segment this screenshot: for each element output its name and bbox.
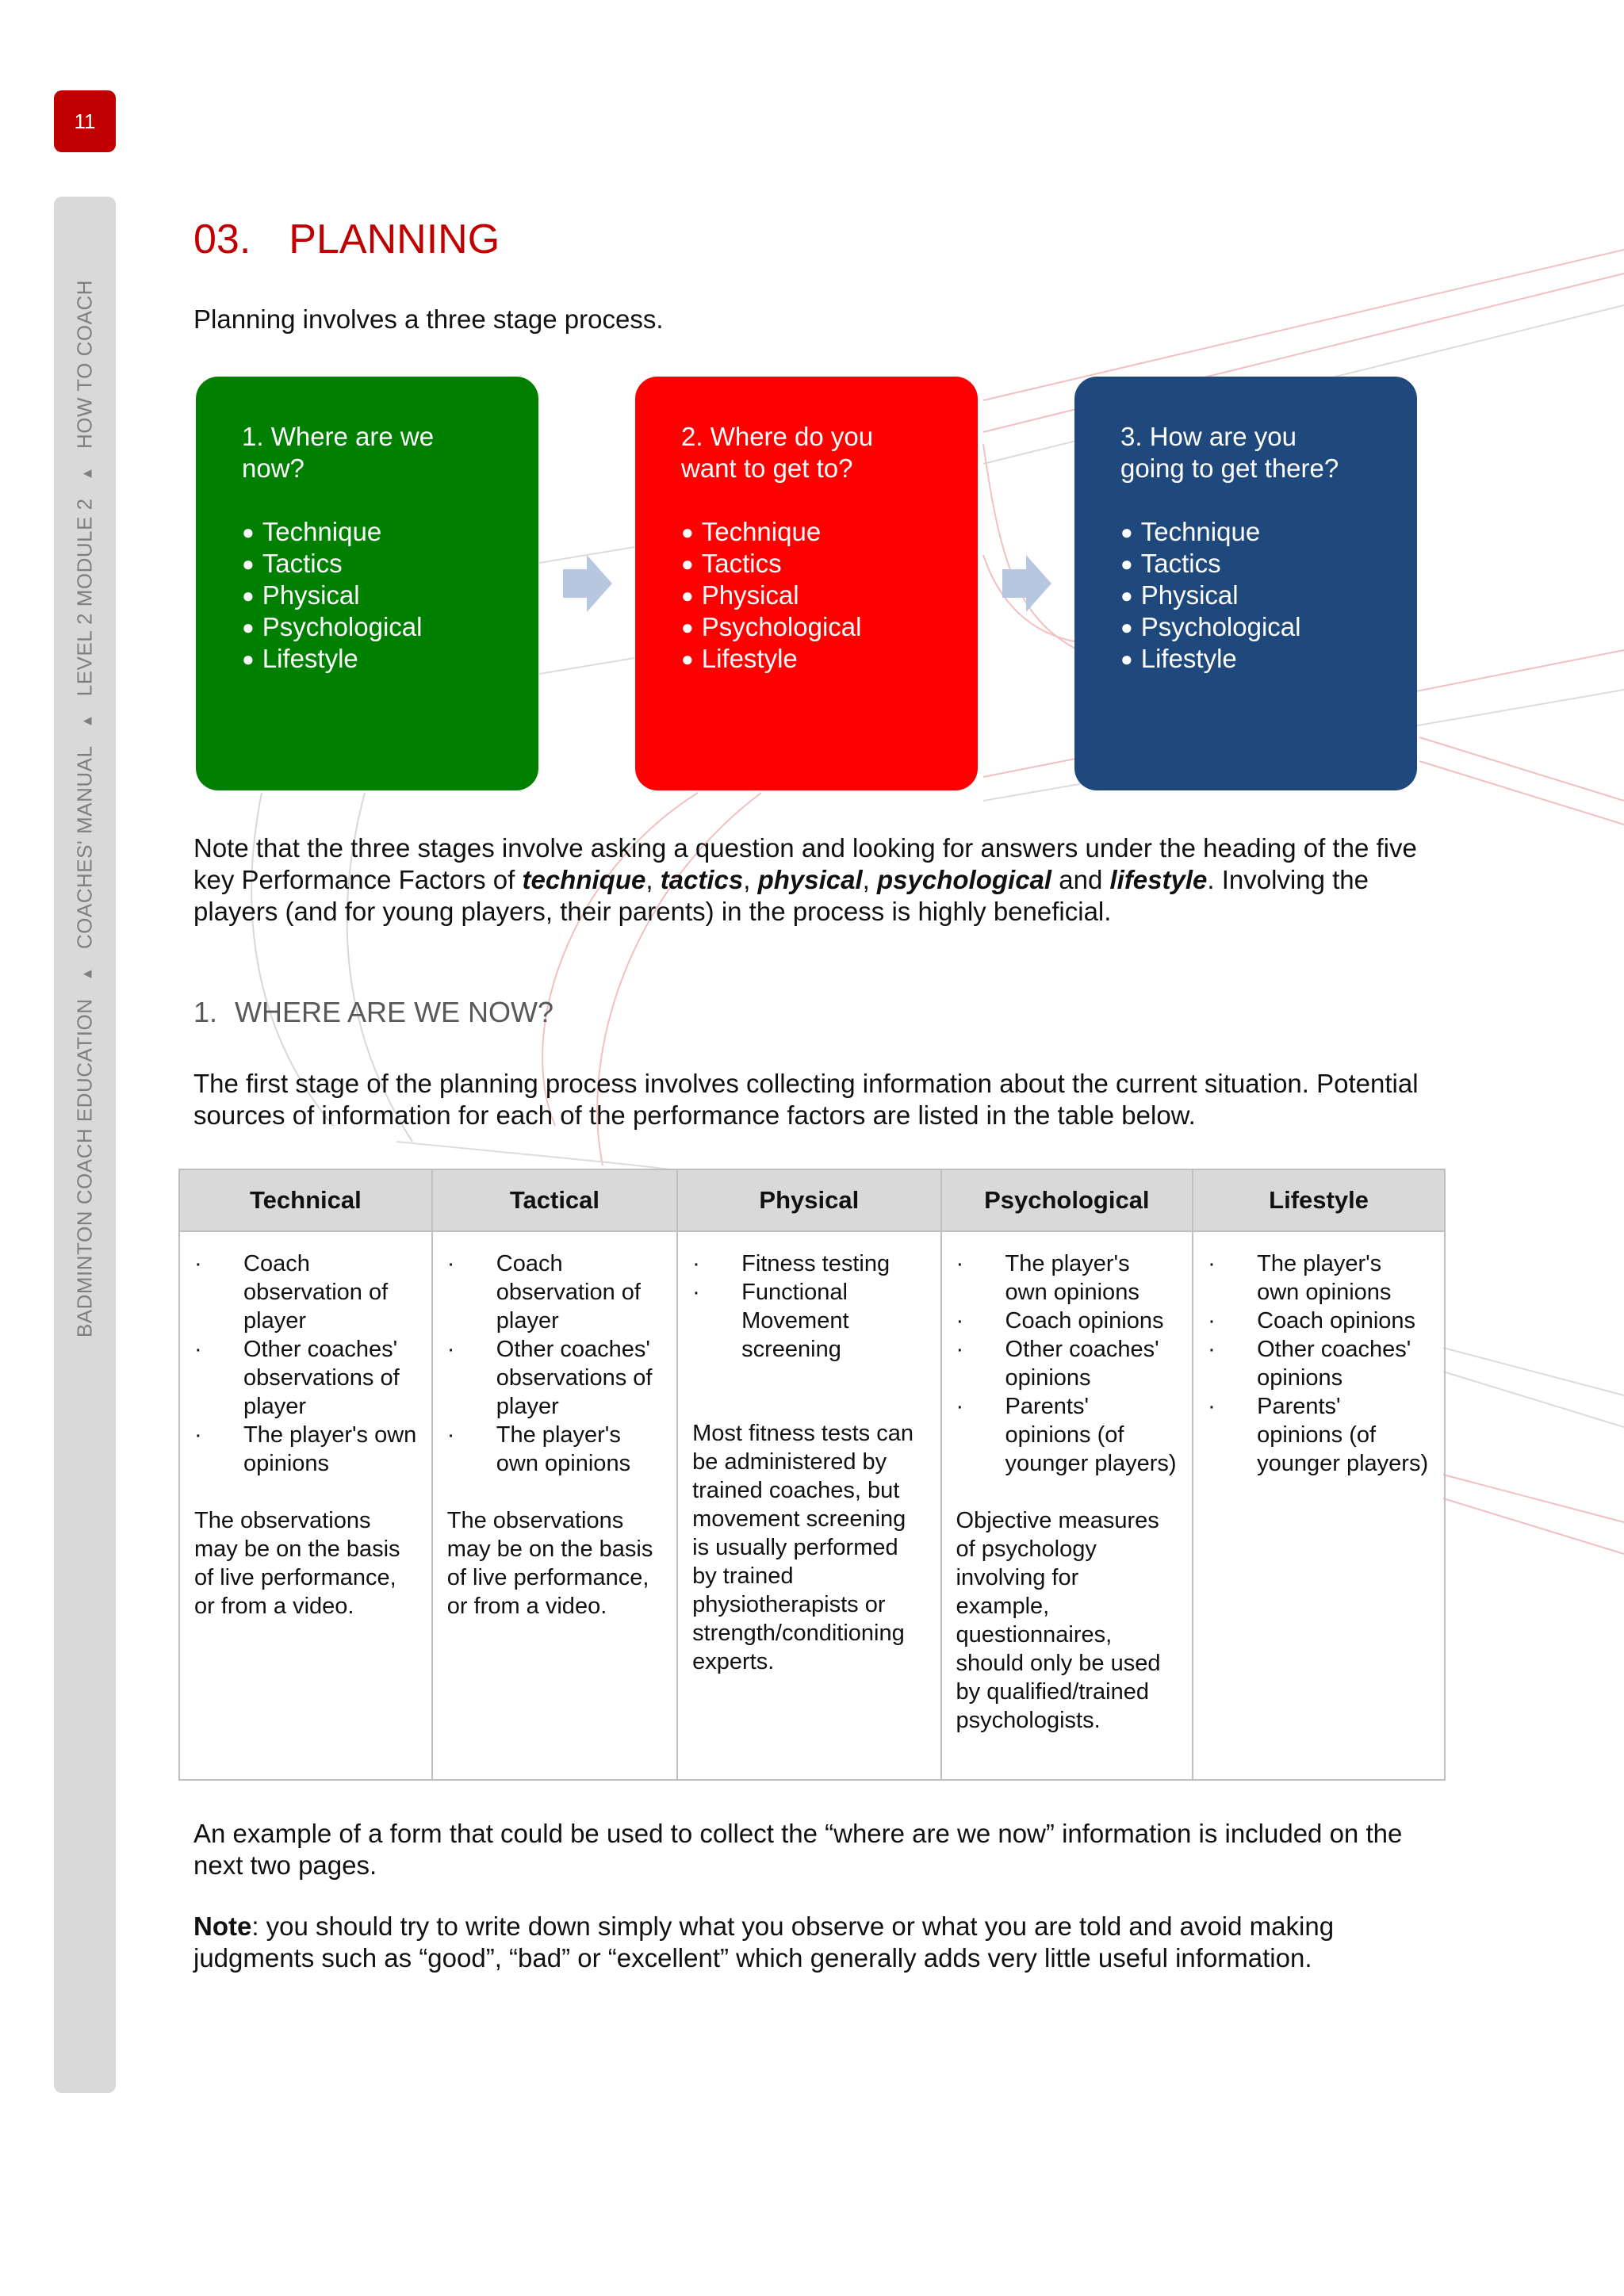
list-item: · The player's own opinions [1208,1249,1430,1307]
tactical-cell [432,1231,677,1780]
triangle-icon: ▲ [79,966,95,982]
list-item: · Parents' opinions (of younger players) [1208,1392,1430,1478]
column-header: Physical [677,1169,940,1231]
source-list [447,1249,662,1478]
section-paragraph: The first stage of the planning process involves collecting information about the current situation. Potential sources of information for each of the performance factors are listed in the table below. [193,1069,1419,1130]
lifestyle-cell [1193,1231,1445,1780]
stage-factor: ● Psychological [1120,611,1417,643]
stage-factor: ● Technique [1120,516,1417,548]
list-item: · Other coaches' opinions [956,1335,1178,1392]
sidebar-part: HOW TO COACH [72,279,97,450]
stage-factor: ● Psychological [242,611,538,643]
source-list [692,1249,925,1364]
table-row [179,1231,1445,1780]
list-item: · Other coaches' observations of player [447,1335,662,1421]
stage-factor-list [1120,516,1417,675]
stage-factor: ● Technique [681,516,978,548]
note-text: : you should try to write down simply what you observe or what you are told and avoid making judgments such as “good”, “bad” or “excellent” which generally adds very little useful information. [193,1911,1335,1973]
heading-number: 03. [193,216,251,262]
page-title [193,216,500,263]
stage-factor: ● Psychological [681,611,978,643]
stage-box-2 [635,377,978,790]
stage-box-3 [1074,377,1417,790]
list-item: · The player's own opinions [194,1421,417,1478]
stage-factor: ● Physical [1120,580,1417,611]
keyword: lifestyle [1109,865,1208,894]
sidebar-part: COACHES' MANUAL [72,745,97,950]
list-item: · Coach observation of player [447,1249,662,1335]
final-note [193,1911,1446,1974]
stage-factor: ● Tactics [1120,548,1417,580]
cell-note: Most fitness tests can be administered by trained coaches, but movement screening is usually performed by trained physiotherapists or strength/conditioning experts. [692,1421,914,1674]
list-item: · Functional Movement screening [692,1278,925,1364]
stage-factor-list [681,516,978,675]
stage-factor: ● Lifestyle [681,643,978,675]
triangle-icon: ▲ [79,714,95,729]
stage-factor: ● Physical [681,580,978,611]
stage-factor: ● Physical [242,580,538,611]
section-number: 1. [193,996,218,1028]
note-label: Note [193,1911,252,1941]
cell-note: Objective measures of psychology involving for example, questionnaires, should only be used by qualified/trained psychologists. [956,1508,1161,1733]
physical-cell [677,1231,940,1780]
list-item: · Coach opinions [956,1307,1178,1335]
sidebar-part: BADMINTON COACH EDUCATION [72,998,97,1338]
stage-question: 3. How are you going to get there? [1120,422,1339,483]
source-list [1208,1249,1430,1478]
intro-text: Planning involves a three stage process. [193,304,664,334]
section-title: WHERE ARE WE NOW? [235,996,554,1028]
triangle-icon: ▲ [79,466,95,481]
stage-factor: ● Technique [242,516,538,548]
list-item: · Fitness testing [692,1249,925,1278]
list-item: · Coach opinions [1208,1307,1430,1335]
list-item: · Parents' opinions (of younger players) [956,1392,1178,1478]
page-number: 11 [54,90,116,152]
stage-factor: ● Lifestyle [242,643,538,675]
psychological-cell [941,1231,1193,1780]
list-item: · Coach observation of player [194,1249,417,1335]
cell-note: The observations may be on the basis of live performance, or from a video. [446,1508,653,1619]
note-text: Note that the three stages involve asking a question and looking for answers under the heading of the five key Performance Factors of [193,833,1417,894]
separator-text: , [645,865,661,894]
list-item: · The player's own opinions [956,1249,1178,1307]
note-paragraph [193,832,1446,928]
source-list [194,1249,417,1478]
source-list [956,1249,1178,1478]
sources-table [178,1169,1446,1781]
section-heading [193,996,553,1029]
column-header: Technical [179,1169,432,1231]
right-arrow-icon [563,555,612,612]
stage-question: 1. Where are we now? [242,422,435,483]
keyword: psychological [877,865,1052,894]
column-header: Lifestyle [1193,1169,1445,1231]
stage-factor: ● Lifestyle [1120,643,1417,675]
separator-text: , [743,865,758,894]
technical-cell [179,1231,432,1780]
heading-title: PLANNING [289,216,500,262]
example-paragraph: An example of a form that could be used to collect the “where are we now” information is included on the next two pages. [193,1819,1403,1880]
stage-factor-list [242,516,538,675]
table-header-row [179,1169,1445,1231]
list-item: · The player's own opinions [447,1421,662,1478]
separator-text: and [1051,865,1110,894]
keyword: physical [757,865,863,894]
cell-note: The observations may be on the basis of live performance, or from a video. [194,1508,400,1619]
stage-question: 2. Where do you want to get to? [681,422,874,483]
sidebar-part: LEVEL 2 MODULE 2 [72,498,97,697]
list-item: · Other coaches' opinions [1208,1335,1430,1392]
column-header: Psychological [941,1169,1193,1231]
keyword: tactics [660,865,744,894]
stage-factor: ● Tactics [242,548,538,580]
keyword: technique [522,865,646,894]
stage-factor: ● Tactics [681,548,978,580]
right-arrow-icon [1002,555,1051,612]
sidebar-breadcrumb [73,238,98,1380]
column-header: Tactical [432,1169,677,1231]
stage-box-1 [196,377,538,790]
note-text: . Involving the players (and for young players, their parents) in the process is highly beneficial. [193,865,1369,926]
separator-text: , [862,865,878,894]
list-item: · Other coaches' observations of player [194,1335,417,1421]
